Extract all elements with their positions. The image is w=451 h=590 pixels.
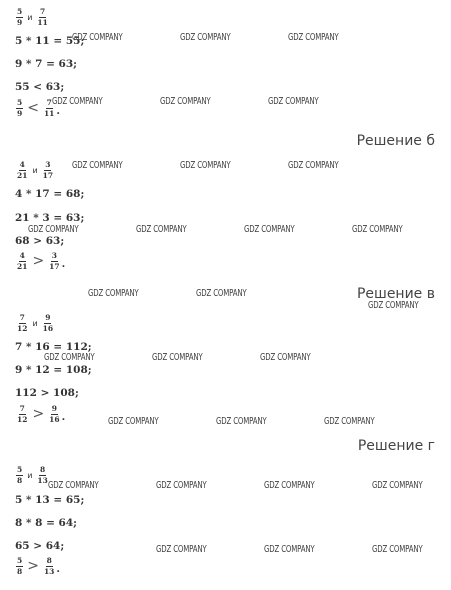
calc-line: 4 * 17 = 68; xyxy=(15,188,85,200)
watermark: GDZ COMPANY xyxy=(48,480,99,491)
calc-line: 5 * 13 = 65; xyxy=(15,494,85,506)
calc-line: 5 * 11 = 55; xyxy=(15,35,85,47)
watermark: GDZ COMPANY xyxy=(268,96,319,107)
section-heading-d: Решение г xyxy=(357,438,435,454)
compare-line-c: $\frac{7}{12}$ и $\frac{9}{16}$ xyxy=(17,313,54,333)
watermark: GDZ COMPANY xyxy=(264,480,315,491)
watermark: GDZ COMPANY xyxy=(28,224,79,235)
watermark: GDZ COMPANY xyxy=(288,32,339,43)
calc-line: 9 * 12 = 108; xyxy=(15,364,92,376)
fraction: $\frac{7}{11}$ xyxy=(43,98,55,118)
fraction: $\frac{5}{9}$ xyxy=(17,7,23,27)
fraction: $\frac{9}{16}$ xyxy=(49,404,60,424)
calc-line: 65 > 64; xyxy=(15,540,65,552)
calc-line: 8 * 8 = 64; xyxy=(15,517,78,529)
watermark: GDZ COMPANY xyxy=(352,224,403,235)
fraction: $\frac{3}{17}$ xyxy=(49,251,60,271)
result-line-a: $\frac{5}{9}$ < $\frac{7}{11}$ . xyxy=(17,98,61,118)
result-line-c: $\frac{7}{12}$ > $\frac{9}{16}$ . xyxy=(17,404,66,424)
result-line-b: $\frac{4}{21}$ > $\frac{3}{17}$ . xyxy=(17,251,66,271)
watermark: GDZ COMPANY xyxy=(180,160,231,171)
section-heading-c: Решение в xyxy=(356,286,435,302)
calc-line: 68 > 63; xyxy=(15,235,65,247)
watermark: GDZ COMPANY xyxy=(156,480,207,491)
watermark: GDZ COMPANY xyxy=(368,300,419,311)
fraction: $\frac{5}{9}$ xyxy=(17,98,23,118)
compare-line-d: $\frac{5}{8}$ и $\frac{8}{13}$ xyxy=(17,465,48,485)
fraction: $\frac{7}{12}$ xyxy=(17,404,28,424)
watermark: GDZ COMPANY xyxy=(372,480,423,491)
watermark: GDZ COMPANY xyxy=(72,160,123,171)
fraction: $\frac{3}{17}$ xyxy=(42,160,54,180)
watermark: GDZ COMPANY xyxy=(52,96,103,107)
compare-line-b: $\frac{4}{21}$ и $\frac{3}{17}$ xyxy=(17,160,54,180)
calc-line: 112 > 108; xyxy=(15,387,79,399)
watermark: GDZ COMPANY xyxy=(156,544,207,555)
watermark: GDZ COMPANY xyxy=(196,288,247,299)
fraction: $\frac{8}{13}$ xyxy=(43,556,55,576)
relation-sign: > xyxy=(32,253,45,269)
compare-line-a: $\frac{5}{9}$ и $\frac{7}{11}$ xyxy=(17,7,48,27)
watermark: GDZ COMPANY xyxy=(260,352,311,363)
fraction: $\frac{5}{8}$ xyxy=(17,465,23,485)
fraction: $\frac{7}{12}$ xyxy=(17,313,28,333)
watermark: GDZ COMPANY xyxy=(244,224,295,235)
fraction: $\frac{7}{11}$ xyxy=(37,7,48,27)
section-heading-b: Решение б xyxy=(356,133,435,149)
fraction: $\frac{4}{21}$ xyxy=(17,251,28,271)
fraction: $\frac{4}{21}$ xyxy=(17,160,28,180)
fraction: $\frac{8}{13}$ xyxy=(37,465,48,485)
watermark: GDZ COMPANY xyxy=(324,416,375,427)
watermark: GDZ COMPANY xyxy=(72,32,123,43)
watermark: GDZ COMPANY xyxy=(288,160,339,171)
watermark: GDZ COMPANY xyxy=(216,416,267,427)
calc-line: 21 * 3 = 63; xyxy=(15,212,85,224)
relation-sign: < xyxy=(27,100,39,116)
fraction: $\frac{5}{8}$ xyxy=(17,556,23,576)
watermark: GDZ COMPANY xyxy=(264,544,315,555)
calc-line: 55 < 63; xyxy=(15,81,65,93)
calc-line: 7 * 16 = 112; xyxy=(15,341,92,353)
watermark: GDZ COMPANY xyxy=(180,32,231,43)
relation-sign: > xyxy=(27,558,39,574)
watermark: GDZ COMPANY xyxy=(372,544,423,555)
watermark: GDZ COMPANY xyxy=(152,352,203,363)
watermark: GDZ COMPANY xyxy=(44,352,95,363)
watermark: GDZ COMPANY xyxy=(108,416,159,427)
watermark: GDZ COMPANY xyxy=(88,288,139,299)
calc-line: 9 * 7 = 63; xyxy=(15,58,78,70)
watermark: GDZ COMPANY xyxy=(160,96,211,107)
watermark: GDZ COMPANY xyxy=(136,224,187,235)
fraction: $\frac{9}{16}$ xyxy=(42,313,54,333)
relation-sign: > xyxy=(32,406,45,422)
result-line-d: $\frac{5}{8}$ > $\frac{8}{13}$ . xyxy=(17,556,61,576)
